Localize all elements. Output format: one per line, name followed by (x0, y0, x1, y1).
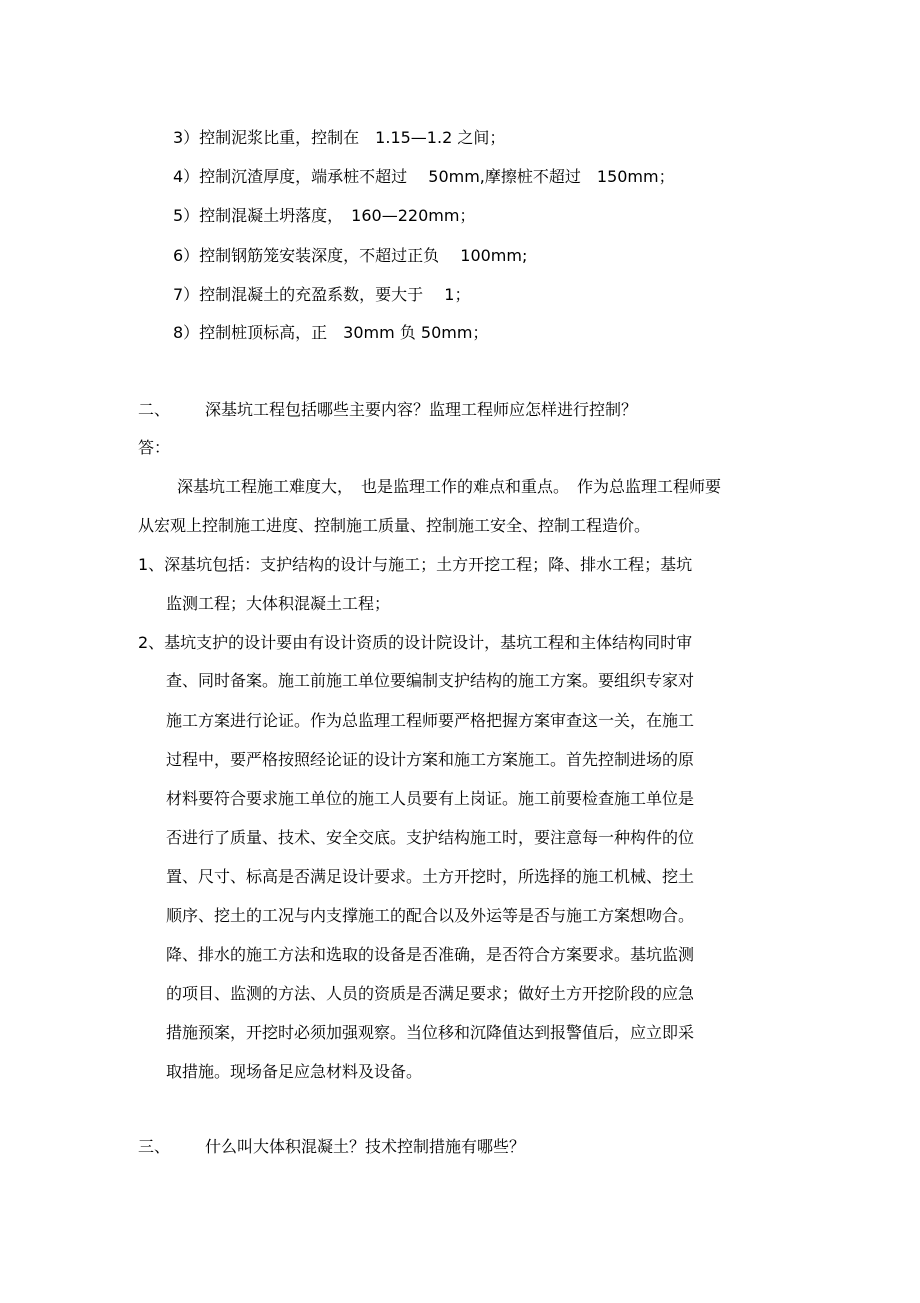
list-item: 6）控制钢筋笼安装深度，不超过正负 100mm; (173, 246, 528, 265)
list-item: 5）控制混凝土坍落度， 160—220mm； (173, 206, 476, 225)
paragraph-line: 深基坑工程施工难度大， 也是监理工作的难点和重点。 作为总监理工程师要 (177, 477, 722, 496)
point-1-line: 1、深基坑包括：支护结构的设计与施工；土方开挖工程；降、排水工程；基坑 (138, 555, 693, 574)
list-item: 4）控制沉渣厚度，端承桩不超过 50mm,摩擦桩不超过 150mm； (173, 167, 675, 186)
point-2-line: 2、基坑支护的设计要由有设计资质的设计院设计，基坑工程和主体结构同时审 (138, 633, 693, 652)
paragraph-line: 从宏观上控制施工进度、控制施工质量、控制施工安全、控制工程造价。 (138, 516, 651, 535)
point-2-line: 措施预案，开挖时必须加强观察。当位移和沉降值达到报警值后，应立即采 (166, 1023, 695, 1042)
point-2-line: 顺序、挖土的工况与内支撑施工的配合以及外运等是否与施工方案想吻合。 (166, 906, 695, 925)
point-1-line: 监测工程；大体积混凝土工程； (166, 594, 391, 613)
list-item: 3）控制泥浆比重，控制在 1.15—1.2 之间； (173, 128, 506, 147)
list-item: 7）控制混凝土的充盈系数，要大于 1； (173, 285, 471, 304)
point-2-line: 置、尺寸、标高是否满足设计要求。土方开挖时，所选择的施工机械、挖土 (166, 867, 695, 886)
section-2-question: 深基坑工程包括哪些主要内容？监理工程师应怎样进行控制？ (205, 400, 638, 419)
section-3-number: 三、 (138, 1137, 171, 1156)
point-2-line: 的项目、监测的方法、人员的资质是否满足要求；做好土方开挖阶段的应急 (166, 984, 695, 1003)
point-2-line: 查、同时备案。施工前施工单位要编制支护结构的施工方案。要组织专家对 (166, 671, 695, 690)
list-item: 8）控制桩顶标高，正 30mm 负 50mm； (173, 323, 489, 342)
section-3-question: 什么叫大体积混凝土？技术控制措施有哪些？ (205, 1137, 526, 1156)
point-2-line: 材料要符合要求施工单位的施工人员要有上岗证。施工前要检查施工单位是 (166, 789, 695, 808)
answer-label: 答： (138, 438, 171, 457)
point-2-line: 过程中，要严格按照经论证的设计方案和施工方案施工。首先控制进场的原 (166, 750, 695, 769)
point-2-line: 降、排水的施工方法和选取的设备是否准确，是否符合方案要求。基坑监测 (166, 945, 695, 964)
point-2-line: 施工方案进行论证。作为总监理工程师要严格把握方案审查这一关，在施工 (166, 711, 695, 730)
section-2-number: 二、 (138, 400, 171, 419)
point-2-line: 否进行了质量、技术、安全交底。支护结构施工时，要注意每一种构件的位 (166, 828, 695, 847)
point-2-line: 取措施。现场备足应急材料及设备。 (166, 1062, 423, 1081)
